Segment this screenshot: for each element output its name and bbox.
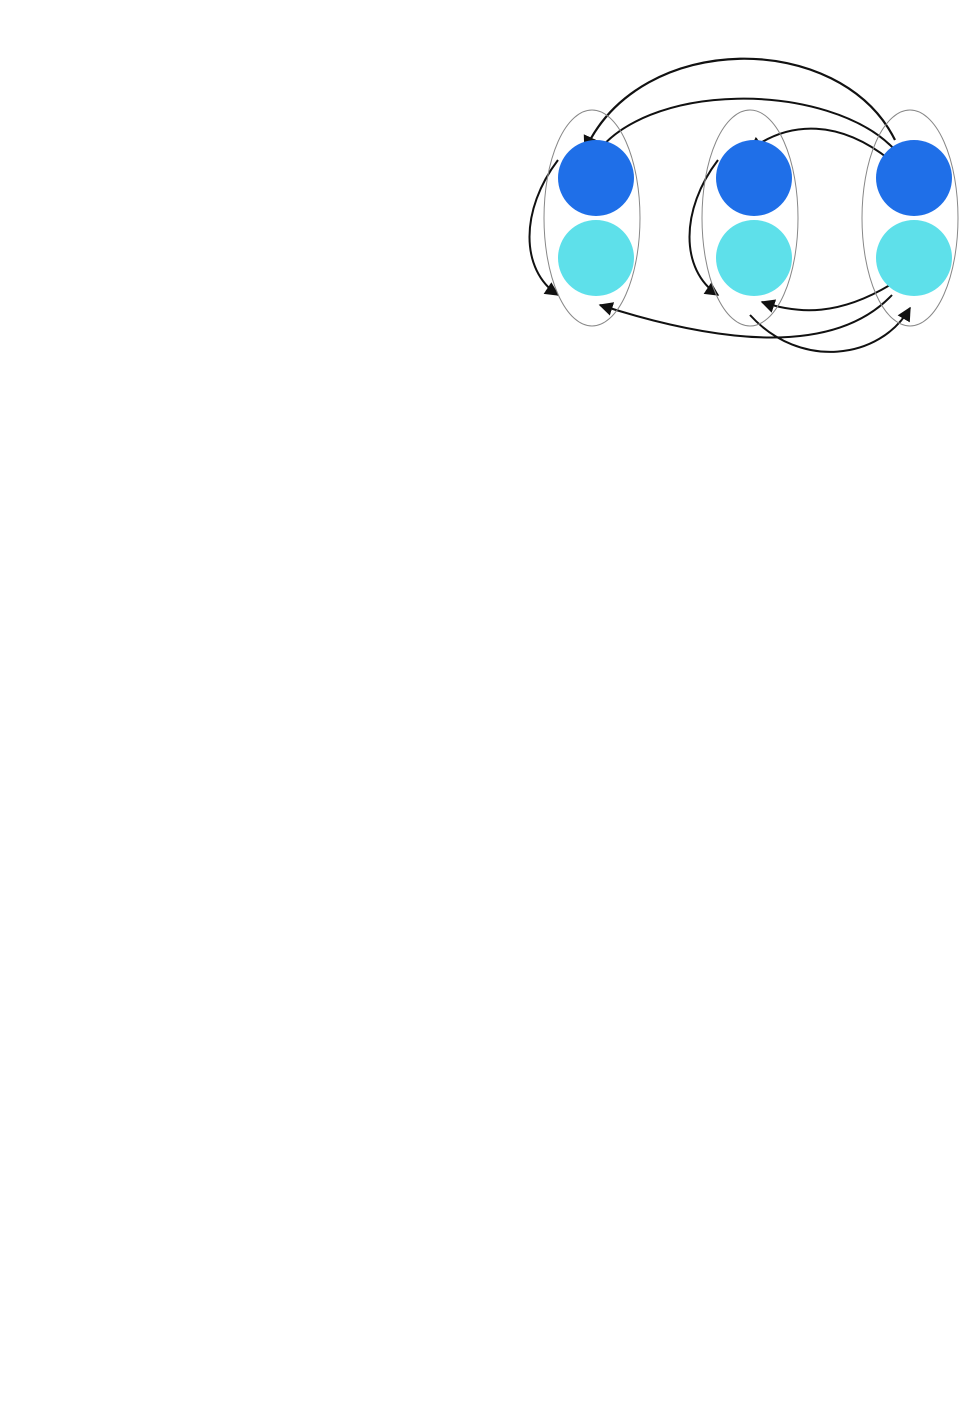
node-s31 [876, 140, 952, 216]
node-s32 [876, 220, 952, 296]
arrow-gi [762, 285, 890, 310]
arrow-fi-1-gi [600, 295, 892, 338]
figure-1-diagram [500, 40, 962, 360]
node-s21 [716, 140, 792, 216]
node-s12 [558, 220, 634, 296]
loop-a2 [690, 160, 719, 295]
node-s11 [558, 140, 634, 216]
node-s22 [716, 220, 792, 296]
